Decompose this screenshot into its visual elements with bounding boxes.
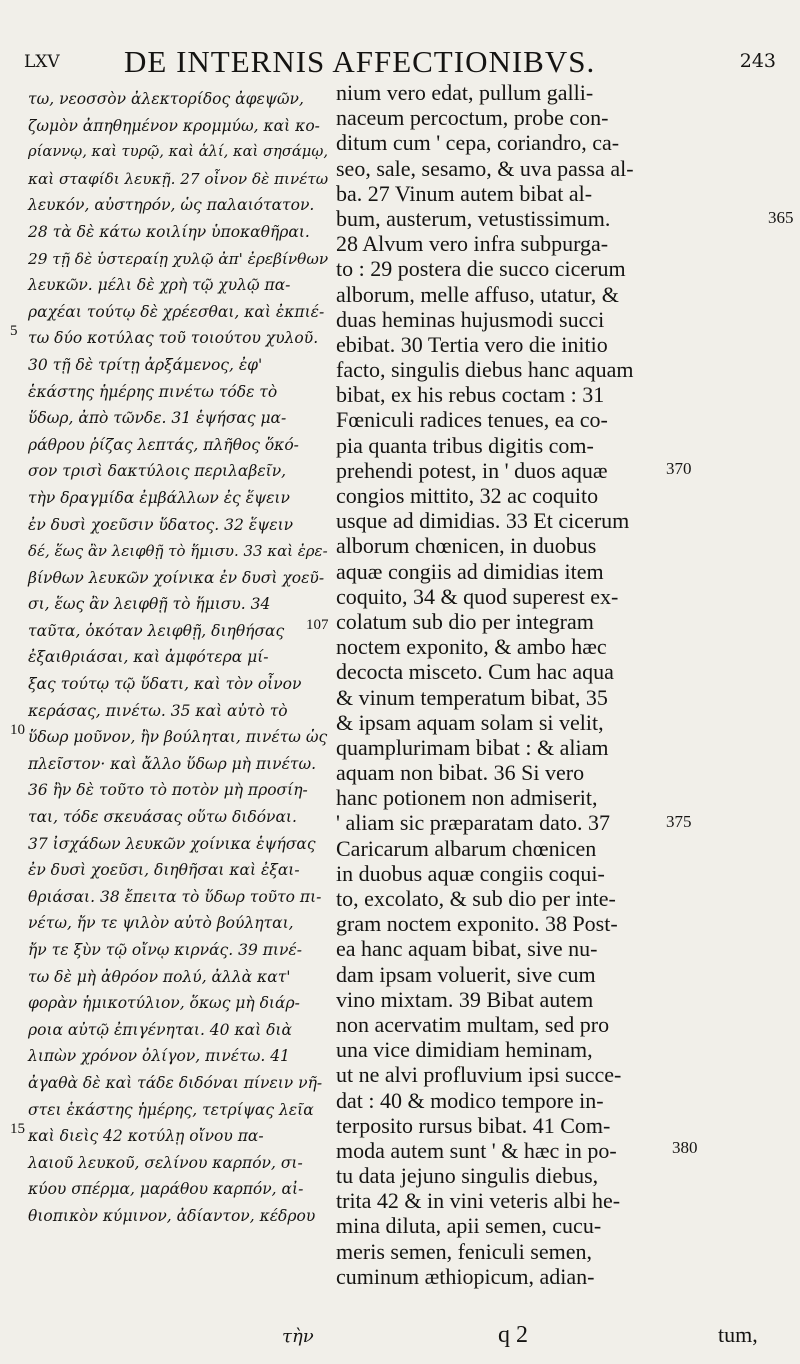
signature-mark: q 2	[498, 1322, 528, 1348]
latin-text-line: vino mixtam. 39 Bibat autem	[336, 986, 594, 1012]
greek-text-line: σον τρισὶ δακτύλοις περιλαβεῖν,	[28, 462, 287, 481]
greek-text-line: πλεῖστον· καὶ ἄλλο ὕδωρ μὴ πινέτω.	[28, 754, 317, 773]
latin-text-line: naceum percoctum, probe con-	[336, 105, 609, 131]
latin-text-line: gram noctem exponito. 38 Post-	[336, 911, 618, 937]
greek-text-line: ραχέαι τούτῳ δὲ χρέεσθαι, καὶ ἐκπιέ-	[28, 302, 325, 321]
greek-text-line: ζωμὸν ἀπηθημένον κρομμύω, καὶ κο-	[28, 116, 320, 135]
latin-text-line: alborum chœnicen, in duobus	[336, 533, 597, 559]
greek-text-line: ράθρου ῥίζας λεπτάς, πλῆθος ὅκό-	[28, 435, 299, 454]
latin-text-line: Caricarum albarum chœnicen	[336, 835, 597, 861]
greek-text-line: λιπὼν χρόνον ὀλίγον, πινέτω. 41	[28, 1047, 290, 1066]
latin-text-line: seo, sale, sesamo, & uva passa al-	[336, 155, 634, 181]
greek-text-line: νέτω, ἤν τε ψιλὸν αὐτὸ βούληται,	[28, 914, 294, 933]
latin-text-line: una vice dimidiam heminam,	[336, 1037, 593, 1063]
greek-text-line: κεράσας, πινέτω. 35 καὶ αὐτὸ τὸ	[28, 701, 288, 720]
latin-text-line: & ipsam aquam solam si velit,	[336, 709, 604, 735]
latin-text-line: in duobus aquæ congiis coqui-	[336, 860, 605, 886]
greek-text-line: θιοπικὸν κύμινον, ἀδίαντον, κέδρου	[28, 1206, 316, 1225]
latin-text-line: alborum, melle affuso, utatur, &	[336, 281, 619, 307]
latin-text-line: hanc potionem non admiserit,	[336, 785, 598, 811]
line-number-380: 380	[672, 1138, 698, 1157]
latin-text-line: moda autem sunt ' & hæc in po-	[336, 1137, 617, 1163]
greek-text-line: στει ἑκάστης ἡμέρης, τετρίψας λεῖα	[28, 1100, 314, 1119]
greek-catchword: τὴν	[282, 1326, 314, 1347]
line-number-375: 375	[666, 812, 692, 831]
latin-text-line: facto, singulis diebus hanc aquam	[336, 357, 634, 383]
greek-text-line: λευκῶν. μέλι δὲ χρὴ τῷ χυλῷ πα-	[28, 276, 291, 295]
greek-text-line: βίνθων λευκῶν χοίνικα ἐν δυσὶ χοεῦ-	[28, 568, 325, 587]
latin-text-line: coquito, 34 & quod superest ex-	[336, 583, 619, 609]
latin-text-line: colatum sub dio per integram	[336, 608, 594, 634]
greek-text-line: ἑκάστης ἡμέρης πινέτω τόδε τὸ	[28, 382, 278, 401]
greek-text-line: ται, τόδε σκευάσας οὕτω διδόναι.	[28, 808, 297, 827]
section-number: LXV	[24, 52, 60, 72]
latin-text-line: aquam non bibat. 36 Si vero	[336, 760, 585, 786]
latin-text-line: decocta misceto. Cum hac aqua	[336, 659, 614, 685]
latin-text-line: trita 42 & in vini veteris albi he-	[336, 1188, 621, 1214]
greek-text-line: ἀγαθὰ δὲ καὶ τάδε διδόναι πίνειν νῆ-	[28, 1073, 323, 1092]
latin-text-line: duas heminas hujusmodi succi	[336, 306, 605, 332]
line-number-107: 107	[306, 617, 329, 633]
line-number-10: 10	[10, 722, 25, 738]
latin-text-line: cuminum æthiopicum, adian-	[336, 1263, 595, 1289]
latin-text-line: & vinum temperatum bibat, 35	[336, 684, 608, 710]
latin-text-line: ut ne alvi profluvium ipsi succe-	[336, 1062, 622, 1088]
greek-text-line: ροια αὐτῷ ἐπιγένηται. 40 καὶ διὰ	[28, 1020, 292, 1039]
latin-text-line: tu data jejuno singulis diebus,	[336, 1163, 599, 1189]
latin-text-line: prehendi potest, in ' duos aquæ	[336, 457, 608, 483]
greek-text-line: ἐξαιθριάσαι, καὶ ἀμφότερα μί-	[28, 648, 269, 667]
greek-text-column	[28, 86, 328, 1230]
greek-text-line: ὕδωρ, ἀπὸ τῶνδε. 31 ἑψήσας μα-	[28, 409, 287, 428]
greek-text-line: 37 ἰσχάδων λευκῶν χοίνικα ἑψήσας	[28, 834, 316, 853]
greek-text-line: καὶ σταφίδι λευκῇ. 27 οἶνον δὲ πινέτω	[28, 169, 329, 188]
greek-text-line: 36 ἢν δὲ τοῦτο τὸ ποτὸν μὴ προσίη-	[28, 781, 308, 800]
greek-text-line: ρίαννῳ, καὶ τυρῷ, καὶ ἁλί, καὶ σησάμῳ,	[28, 143, 329, 161]
greek-text-line: 29 τῇ δὲ ὑστεραίῃ χυλῷ ἀπ' ἐρεβίνθων	[28, 249, 329, 268]
greek-text-line: τὴν δραγμίδα ἐμβάλλων ἐς ἕψειν	[28, 488, 290, 507]
line-number-5: 5	[10, 323, 18, 339]
greek-text-line: τω δὲ μὴ ἀθρόον πολύ, ἀλλὰ κατ'	[28, 967, 291, 986]
greek-text-line: δέ, ἕως ἂν λειφθῇ τὸ ἥμισυ. 33 καὶ ἐρε-	[28, 542, 328, 561]
latin-text-column	[336, 80, 666, 1289]
line-number-370: 370	[666, 459, 692, 478]
latin-text-line: to, excolato, & sub dio per inte-	[336, 886, 616, 911]
latin-text-line: terposito rursus bibat. 41 Com-	[336, 1112, 611, 1138]
latin-text-line: ditum cum ' cepa, coriandro, ca-	[336, 130, 620, 156]
latin-text-line: ea hanc aquam bibat, sive nu-	[336, 936, 598, 962]
latin-text-line: 28 Alvum vero infra subpurga-	[336, 231, 609, 257]
greek-text-line: καὶ διεὶς 42 κοτύλῃ οἴνου πα-	[28, 1127, 264, 1146]
latin-text-line: nium vero edat, pullum galli-	[336, 80, 594, 105]
greek-text-line: θριάσαι. 38 ἔπειτα τὸ ὕδωρ τοῦτο πι-	[28, 887, 322, 906]
latin-text-line: bibat, ex his rebus coctam : 31	[336, 382, 605, 408]
greek-text-line: ἐν δυσὶ χοεῦσι, διηθῆσαι καὶ ἐξαι-	[28, 861, 300, 880]
latin-text-line: ebibat. 30 Tertia vero die initio	[336, 331, 608, 357]
latin-text-line: dam ipsam voluerit, sive cum	[336, 961, 596, 987]
latin-text-line: noctem exponito, & ambo hæc	[336, 634, 607, 660]
greek-text-line: τω δύο κοτύλας τοῦ τοιούτου χυλοῦ.	[28, 329, 319, 348]
latin-text-line: ' aliam sic præparatam dato. 37	[336, 810, 610, 836]
latin-catchword: tum,	[718, 1322, 758, 1347]
greek-text-line: φορὰν ἡμικοτύλιον, ὅκως μὴ διάρ-	[28, 994, 300, 1013]
latin-text-line: bum, austerum, vetustissimum.	[336, 205, 611, 231]
greek-text-line: λαιοῦ λευκοῦ, σελίνου καρπόν, σι-	[28, 1153, 303, 1172]
latin-text-line: usque ad dimidias. 33 Et cicerum	[336, 508, 630, 534]
line-number-15: 15	[10, 1121, 25, 1137]
latin-text-line: ba. 27 Vinum autem bibat al-	[336, 180, 593, 206]
latin-text-line: Fœniculi radices tenues, ea co-	[336, 407, 608, 433]
latin-text-line: pia quanta tribus digitis com-	[336, 432, 594, 458]
greek-text-line: 30 τῇ δὲ τρίτῃ ἀρξάμενος, ἐφ'	[28, 355, 263, 374]
latin-text-line: congios mittito, 32 ac coquito	[336, 483, 599, 508]
greek-text-line: τω, νεοσσὸν ἀλεκτορίδος ἀφεψῶν,	[28, 90, 304, 108]
greek-text-line: κύου σπέρμα, μαράθου καρπόν, αἰ-	[28, 1180, 304, 1199]
latin-text-line: mina diluta, apii semen, cucu-	[336, 1213, 602, 1239]
latin-text-line: dat : 40 & modico tempore in-	[336, 1087, 604, 1113]
greek-text-line: ὕδωρ μοῦνον, ἢν βούληται, πινέτω ὡς	[28, 728, 328, 747]
running-title: DE INTERNIS AFFECTIONIBVS.	[124, 44, 596, 79]
greek-text-line: ξας τούτῳ τῷ ὕδατι, καὶ τὸν οἶνον	[28, 675, 302, 694]
greek-text-line: ταῦτα, ὁκόταν λειφθῇ, διηθήσας	[28, 621, 285, 640]
latin-text-line: meris semen, feniculi semen,	[336, 1238, 592, 1264]
page-number: 243	[739, 50, 776, 72]
greek-text-line: ἤν τε ξὺν τῷ οἴνῳ κιρνάς. 39 πινέ-	[28, 941, 302, 959]
latin-text-line: non acervatim multam, sed pro	[336, 1011, 610, 1037]
page-header	[24, 44, 788, 80]
line-number-365: 365	[768, 208, 794, 227]
latin-text-line: aquæ congiis ad dimidias item	[336, 558, 604, 584]
latin-text-line: quamplurimam bibat : & aliam	[336, 734, 609, 760]
greek-text-line: λευκόν, αὐστηρόν, ὡς παλαιότατον.	[28, 196, 315, 215]
greek-text-line: ἐν δυσὶ χοεῦσιν ὕδατος. 32 ἕψειν	[28, 515, 294, 534]
latin-text-line: to : 29 postera die succo cicerum	[336, 256, 626, 282]
greek-text-line: σι, ἕως ἂν λειφθῇ τὸ ἥμισυ. 34	[28, 595, 271, 614]
greek-text-line: 28 τὰ δὲ κάτω κοιλίην ὑποκαθῆραι.	[28, 222, 310, 241]
